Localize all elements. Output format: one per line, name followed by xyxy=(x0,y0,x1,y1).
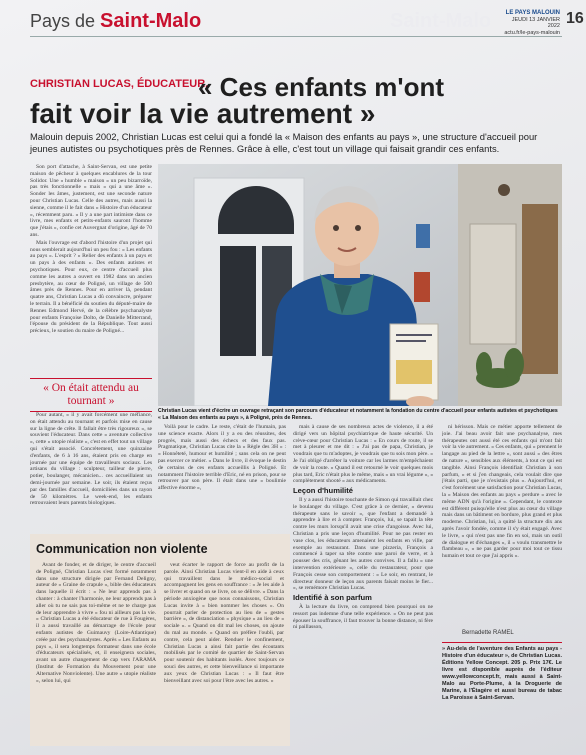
column-3 xyxy=(293,424,433,746)
ghost-watermark-text: Saint-Malo xyxy=(390,10,492,32)
subheading-humility: Leçon d'humilité xyxy=(293,486,354,496)
column-2 xyxy=(158,424,286,532)
article-kicker: CHRISTIAN LUCAS, ÉDUCATEUR. xyxy=(30,78,209,90)
box-column-1 xyxy=(36,562,156,742)
pull-quote: « On était attendu au tournant » xyxy=(30,378,152,412)
rubric-prefix: Pays de xyxy=(30,11,101,31)
book-info-note: » Au-dela de l'aventure des Enfants au pays - Histoire d'un éducateur », de Christian Lucas. Éditions Yellow Concept. 205 p. Prix 17€. Le livre est disponible auprès de l'éditeur www.yellowconcept.fr, mais aussi à Saint-Malo au Porte-Plume, à la Droguerie de Marine, à l'Étagère et aussi bureau de tabac La Paroisse à Saint-Servan. xyxy=(442,646,562,701)
column-4 xyxy=(442,424,562,626)
paper-info xyxy=(500,10,560,36)
column-1-top xyxy=(30,164,152,376)
column-1-intro: Son port d'attache, à Saint-Servan, est une petite maison de pêcheur à quelques encablures de la tour Solidor. Une « humble » maison « un peu bizarroïde, pas très fonctionnelle » mais « qui a une âme ». Sonder les âmes, justement, est une seconde nature pour Christian Lucas. Celle des autres, mais aussi la sienne, comme il le fait dans « Histoire d'un éducateur », récemment paru. « Il y a une part intimiste dans ce livre, mes enfants et petits-enfants sauront l'homme que j'étais », confie cet Auvergnat d'origine, âgé de 70 ans. xyxy=(30,164,152,238)
column-1-middle: Mais l'ouvrage est d'abord l'histoire d'un projet qui nous semblerait aujourd'hui un peu fou : « Les enfants au pays ». L'esprit ? « Relier des enfants à un pays et un pays à des enfants ». Des enfants autistes et psychotiques. Pour eux, ce centre d'accueil plus comme les autres a ouvert en 1982 dans un ancien presbytère, au cœur de Poligné, un village de 500 âmes près de Rennes. Pour en arriver là, pendant quatre ans, Christian Lucas a dû convaincre, préparer le terrain. Il a bénéficié du soutien du député-maire de Rennes Edmond Hervé, de la célèbre psychanalyste pour enfants Françoise Dolto, de Danielle Mitterrand, l'épouse du président de la République. Tout aussi précieux, le soutien du maire de Poligné... xyxy=(30,239,152,335)
header-rule xyxy=(30,36,562,37)
column-2-text: Voilà pour le cadre. Le reste, c'était de l'humain, pas une science exacte. Alors il y a eu des réussites, des progrès, mais aussi des échecs et des faux pas. Pragmatique, Christian Lucas cite la « Règle des 3H » : « Honnêteté, humour et humilité ; sans cela on ne peut pas exercer ce métier. » Dans le livre, il évoque le destin de certains de ces enfants accueillis à Poligné. Et notamment l'histoire terrible d'Eric, né en prison, pour se retrouver par son père. Il était dans une « boulimie affective énorme », xyxy=(158,424,286,492)
photo-caption-text: Christian Lucas vient d'écrire un ouvrage retraçant son parcours d'éducateur et notamment la fondation du centre d'accueil pour enfants autistes et psychotiques « La Maison des enfants au pays », à Poligné, près de Rennes. xyxy=(158,408,558,421)
photo-caption xyxy=(158,408,562,421)
paper-date: JEUDI 13 JANVIER 2022 xyxy=(511,16,560,29)
article-lead: Malouin depuis 2002, Christian Lucas est celui qui a fondé la « Maison des enfants au pays », une structure d'accueil pour jeunes autistes ou psychotiques près de Rennes. Grâce à elle, c'est tout un village qui faisait grandir ces enfants. xyxy=(30,131,538,154)
section-rubric xyxy=(30,10,201,33)
sidebar-box xyxy=(30,534,290,746)
portrait-illustration xyxy=(158,164,562,406)
column-1-after: Pour autant, « il y avait forcément une méfiance, on était attendu au tournant et parfois mise en cause sur la ligne de crête. Il fallait être très rigoureux », se souvient l'éducateur. Dans cette « aventure collective », cette « utopie réaliste », c'est en effet tout un village qui s'était associé. Concrètement, une quinzaine d'enfants, de 6 à 16 ans, étaient pris en charge en journée par une équipe de travailleurs sociaux. Les artisans du village : sculpteur, tailleur de pierre, potier, boulanger, mécanicien... ces accueillaient un demi-journée par semaine. Le soir, ils étaient reçus par des familles d'accueil, domiciliées dans un rayon de 50 kilomètres. Le week-end, les enfants retrouvaient leurs parents biologiques. xyxy=(30,412,152,507)
column-3-text-c: À la lecture du livre, on comprend bien pourquoi on ne ressort pas indemne d'une telle expérience. « On ne peut pas épouser la souffrance, il faut trouver la bonne distance, ni fère ni paillasson, xyxy=(293,603,433,631)
article-title-line2: fait voir la vie autrement » xyxy=(30,98,376,129)
portrait-photo xyxy=(158,164,562,406)
rubric-city: Saint-Malo xyxy=(100,10,202,32)
paper-site: actu.fr/le-pays-malouin xyxy=(504,29,560,36)
box-title: Communication non violente xyxy=(36,542,208,556)
column-3-text-a: mais à cause de ses nombreux actes de violence, il a été dirigé vers un hôpital psychiatrique de haute sécurité. Un crève-cœur pour Christian Lucas : « En cours de route, il se met à pleurer et me dit : « J'ai pas de papa, Christian, je voudrais que tu m'adoptes, je voudrais que tu sois mon père. » Je l'ai obligé d'arrêter la voiture car les larmes m'empêchaient de voir la route. » Quand il est retourné le voir quelques mois plus tard, Eric n'était plus le même, mais « un vrai légume », « complètement shooté » aux médicaments. xyxy=(293,424,433,485)
column-3-text-b: Il y a aussi l'histoire touchante de Simon qui travaillait chez le boulanger du village. C'est grâce à ce dernier, « devenu thérapeute sans le savoir », que l'enfant a demandé à apprendre à lire et à compter. François, lui, se tapait la tête contre les murs lorsqu'il avait une crise d'angoisse. Avec lui, Christian a pris une leçon d'humilité. Pour ne pas rester en vase clos, les éducateurs amenaient les enfants en ville, par exemple au restaurant. Dans une pizzeria, François a commencé à taper sa tête contre une paroi de verre, et à pousser des cris, gênant les autres convives. Il a fallu « une intervention extérieure », celle du restaurateur, pour que François cesse son comportement : « Le soir, en rentrant, le directeur donneur de leçon aux parents faisait moins le fier... », se remémore Christian Lucas. xyxy=(293,496,433,592)
column-4-text: ni hérisson. Mais ce métier apporte tellement de joie. J'ai beau avoir fait une psychanalyse, mes thérapeutes ont aussi été ces enfants qui m'ont fait voir la vie autrement. » Ces enfants, qui « prennent le langage au pied de la lettre », sont aussi « des êtres de nature », sensibles aux éléments, à tout ce qui est tangible. Ainsi François identifiait Christian à son parfum, « et si j'en changeais, cela voulait dire que j'étais parti, que je n'existais plus ». Aujourd'hui, et c'est forcément une satisfaction pour Christian Lucas, la « Maison des enfants au pays » perdure « avec le même ADN qu'à l'origine ». Cependant, le contexte est différent puisqu'elle n'est plus au cœur du village mais dans un bâtiment en bordure, plus grand et plus moderne. Christian, lui, a quitté la structure dix ans après l'avoir fondée, comme il s'y était engagé. Avec le livre, « qui n'est pas une fin en soi, mais un outil de dialogue et d'échanges », il « voulu transmettre le flambeau », « ne pas garder pour moi tout ce tissu humain et tout ce que j'ai appris ». xyxy=(442,424,562,560)
box-column-2 xyxy=(164,562,284,742)
page-header xyxy=(30,8,584,36)
page-number: 16 xyxy=(566,10,584,27)
author-signature: Bernadette RAMEL xyxy=(462,630,514,636)
article-title-line1: « Ces enfants m'ont xyxy=(198,72,445,102)
box-column-2-text: veut écarter le rapport de force au profit de la parole. Ainsi Christian Lucas vient-il en aide à ceux qui travaillent dans le médico-social et accompagnent les gens en souffrance : « Je les aide à se livrer et quand on se livre, on se délivre. » Dans la période anxiogène que nous connaissons, Christian Lucas invite à « bien nommer les choses ». On pourrait parler de protection au lieu de « gestes barrière », de distanciation « physique » au lieu de « sociale ». « Quand on dit mal les choses, on ajoute du mal au monde. » Quand on préfère l'oubli, par contre, cela peut aider. Renduer le confinement, Christian Lucas a ainsi fait partie des écoutants mobilisés par le comité de quartier de Saint-Servan pour soutenir des habitants isolés. Avec toujours ce souci des autres, et cette bienveillance si importante aux yeux de Christian Lucas : « Il faut être bienveillant avec soi pour l'être avec les autres. » xyxy=(164,562,284,684)
subheading-perfume: Identifié à son parfum xyxy=(293,593,372,603)
note-rule xyxy=(442,642,562,643)
paper-brand: LE PAYS MALOUIN xyxy=(505,10,560,16)
box-column-1-text: Avant de fonder, et de diriger, le centre d'accueil de Poligné, Christian Lucas s'est formé notamment dans une structure dirigée par Fernand Deligny, auteur de « Graine de crapule », bible des éducateurs dans laquelle il écrit : « Ne leur apprends pas à chanter : à chanter l'harmonie, ne leur apprends pas à aller où tu ne sais pas toi-même et ne te charge pas de leur apprendre à vivre « fou ni ailleurs pas la vie. » Christian Lucas a été éducateur de rue à Fougères, il a aussi travaillé au démarrage de l'école pour enfants autistes de Guimauvy (Loire-Atlantique) créée par des psychanalystes. Après « Les Enfants au pays », il sera longtemps formateur dans une école d'éducateurs spécialisés, et, il enseignera sociales, avant un autre changement de cap vers l'ARAMA (Institut de Formation du Mouvement pour une Alternative Nonviolente). Une autre « utopie réaliste », selon lui, qui xyxy=(36,562,156,684)
column-1-bottom xyxy=(30,412,152,530)
